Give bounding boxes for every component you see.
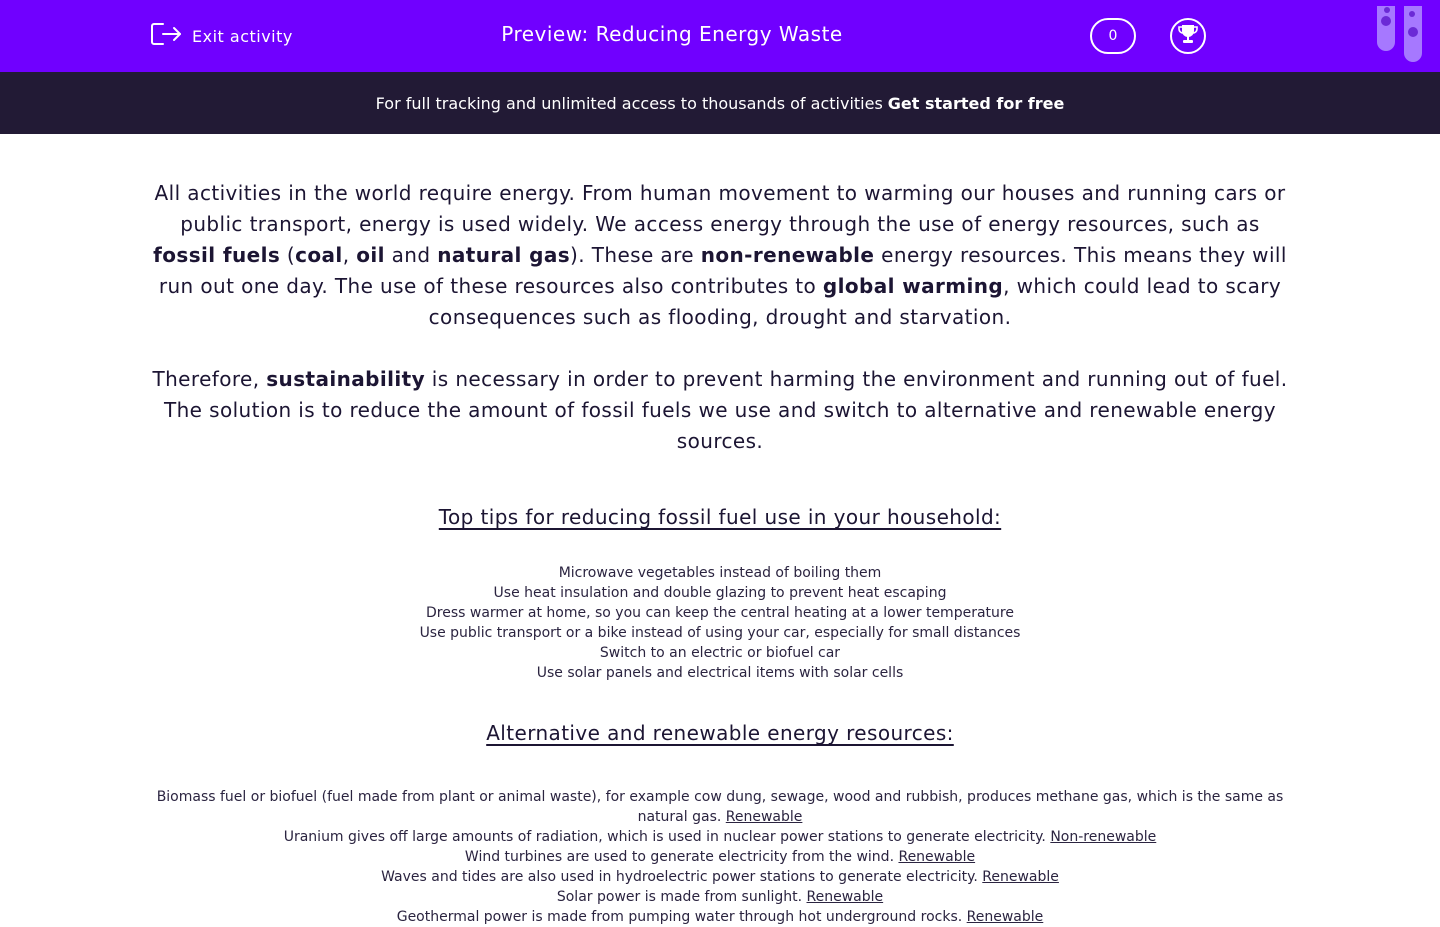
- resource-item: [150, 847, 1290, 867]
- intro-1-keyword: non-renewable: [700, 243, 875, 267]
- tips-list: [150, 563, 1290, 683]
- intro-paragraph-2: [150, 364, 1290, 457]
- intro-1-keyword: coal: [295, 243, 343, 267]
- intro-1-text: and: [384, 243, 438, 267]
- intro-1-text: ,: [342, 243, 357, 267]
- intro-1-keyword: oil: [356, 243, 385, 267]
- score-badge: 0: [1090, 18, 1136, 54]
- intro-1-text: All activities in the world require energy. From human movement to warming our houses and running cars or public transport, energy is used widely. We access energy through the use of energy resources, such as: [154, 181, 1286, 236]
- intro-2-text: is necessary in order to prevent harming the environment and running out of fuel. The solution is to reduce the amount of fossil fuels we use and switch to alternative and renewable energy sources.: [163, 367, 1288, 453]
- intro-1-keyword: global warming: [822, 274, 1004, 298]
- test-tube-right: [1404, 6, 1422, 62]
- trophy-icon: [1177, 23, 1199, 49]
- resource-text: Biomass fuel or biofuel (fuel made from plant or animal waste), for example cow dung, sewage, wood and rubbish, produces methane gas, which is the same as natural gas.: [156, 789, 1284, 825]
- intro-2-keyword: sustainability: [266, 367, 426, 391]
- intro-1-text: (: [280, 243, 296, 267]
- resource-type-link[interactable]: Non-renewable: [1050, 829, 1157, 845]
- resource-text: Geothermal power is made from pumping water through hot underground rocks.: [396, 909, 967, 925]
- resources-list: [150, 787, 1290, 927]
- exit-activity-label: Exit activity: [192, 26, 293, 46]
- tip-item: Microwave vegetables instead of boiling them: [558, 565, 882, 581]
- tip-item: Switch to an electric or biofuel car: [599, 645, 841, 661]
- top-bar: [0, 0, 1440, 72]
- resource-item: [150, 887, 1290, 907]
- resource-item: [150, 867, 1290, 887]
- banner-text: For full tracking and unlimited access to thousands of activities: [375, 93, 883, 113]
- resource-text: Uranium gives off large amounts of radiation, which is used in nuclear power stations to generate electricity.: [283, 829, 1051, 845]
- page-title: Preview: Reducing Energy Waste: [501, 22, 843, 46]
- resource-type-link[interactable]: Renewable: [898, 849, 976, 865]
- tip-item: Use public transport or a bike instead of using your car, especially for small distances: [419, 625, 1021, 641]
- resource-type-link[interactable]: Renewable: [966, 909, 1044, 925]
- resource-text: Wind turbines are used to generate electricity from the wind.: [464, 849, 899, 865]
- resource-text: Solar power is made from sunlight.: [556, 889, 807, 905]
- tips-heading: Top tips for reducing fossil fuel use in your household:: [438, 505, 1002, 529]
- intro-1-keyword: fossil fuels: [153, 243, 281, 267]
- signup-banner: [0, 72, 1440, 134]
- resources-heading: Alternative and renewable energy resources:: [486, 721, 954, 745]
- resource-item: [150, 827, 1290, 847]
- test-tube-left: [1377, 6, 1395, 51]
- intro-1-text: ). These are: [570, 243, 701, 267]
- get-started-link[interactable]: Get started for free: [887, 93, 1065, 113]
- tip-item: Dress warmer at home, so you can keep the central heating at a lower temperature: [426, 605, 1014, 621]
- intro-1-keyword: natural gas: [437, 243, 571, 267]
- resource-text: Waves and tides are also used in hydroelectric power stations to generate electricity.: [381, 869, 983, 885]
- tip-item: Use heat insulation and double glazing to prevent heat escaping: [493, 585, 947, 601]
- tip-item: Use solar panels and electrical items with solar cells: [536, 665, 904, 681]
- resource-item: [150, 787, 1290, 827]
- intro-1-text: energy resources. This means they will run out one day. The use of these resources also contributes to: [158, 243, 1287, 298]
- trophy-button[interactable]: [1170, 18, 1206, 54]
- intro-1-text: , which could lead to scary consequences such as flooding, drought and starvation.: [428, 274, 1282, 329]
- resource-type-link[interactable]: Renewable: [806, 889, 884, 905]
- intro-paragraph-1: [150, 178, 1290, 333]
- activity-content: [150, 178, 1290, 927]
- resource-item: [150, 907, 1290, 927]
- resource-type-link[interactable]: Renewable: [982, 869, 1059, 885]
- intro-2-text: Therefore,: [152, 367, 267, 391]
- resource-type-link[interactable]: Renewable: [725, 809, 803, 825]
